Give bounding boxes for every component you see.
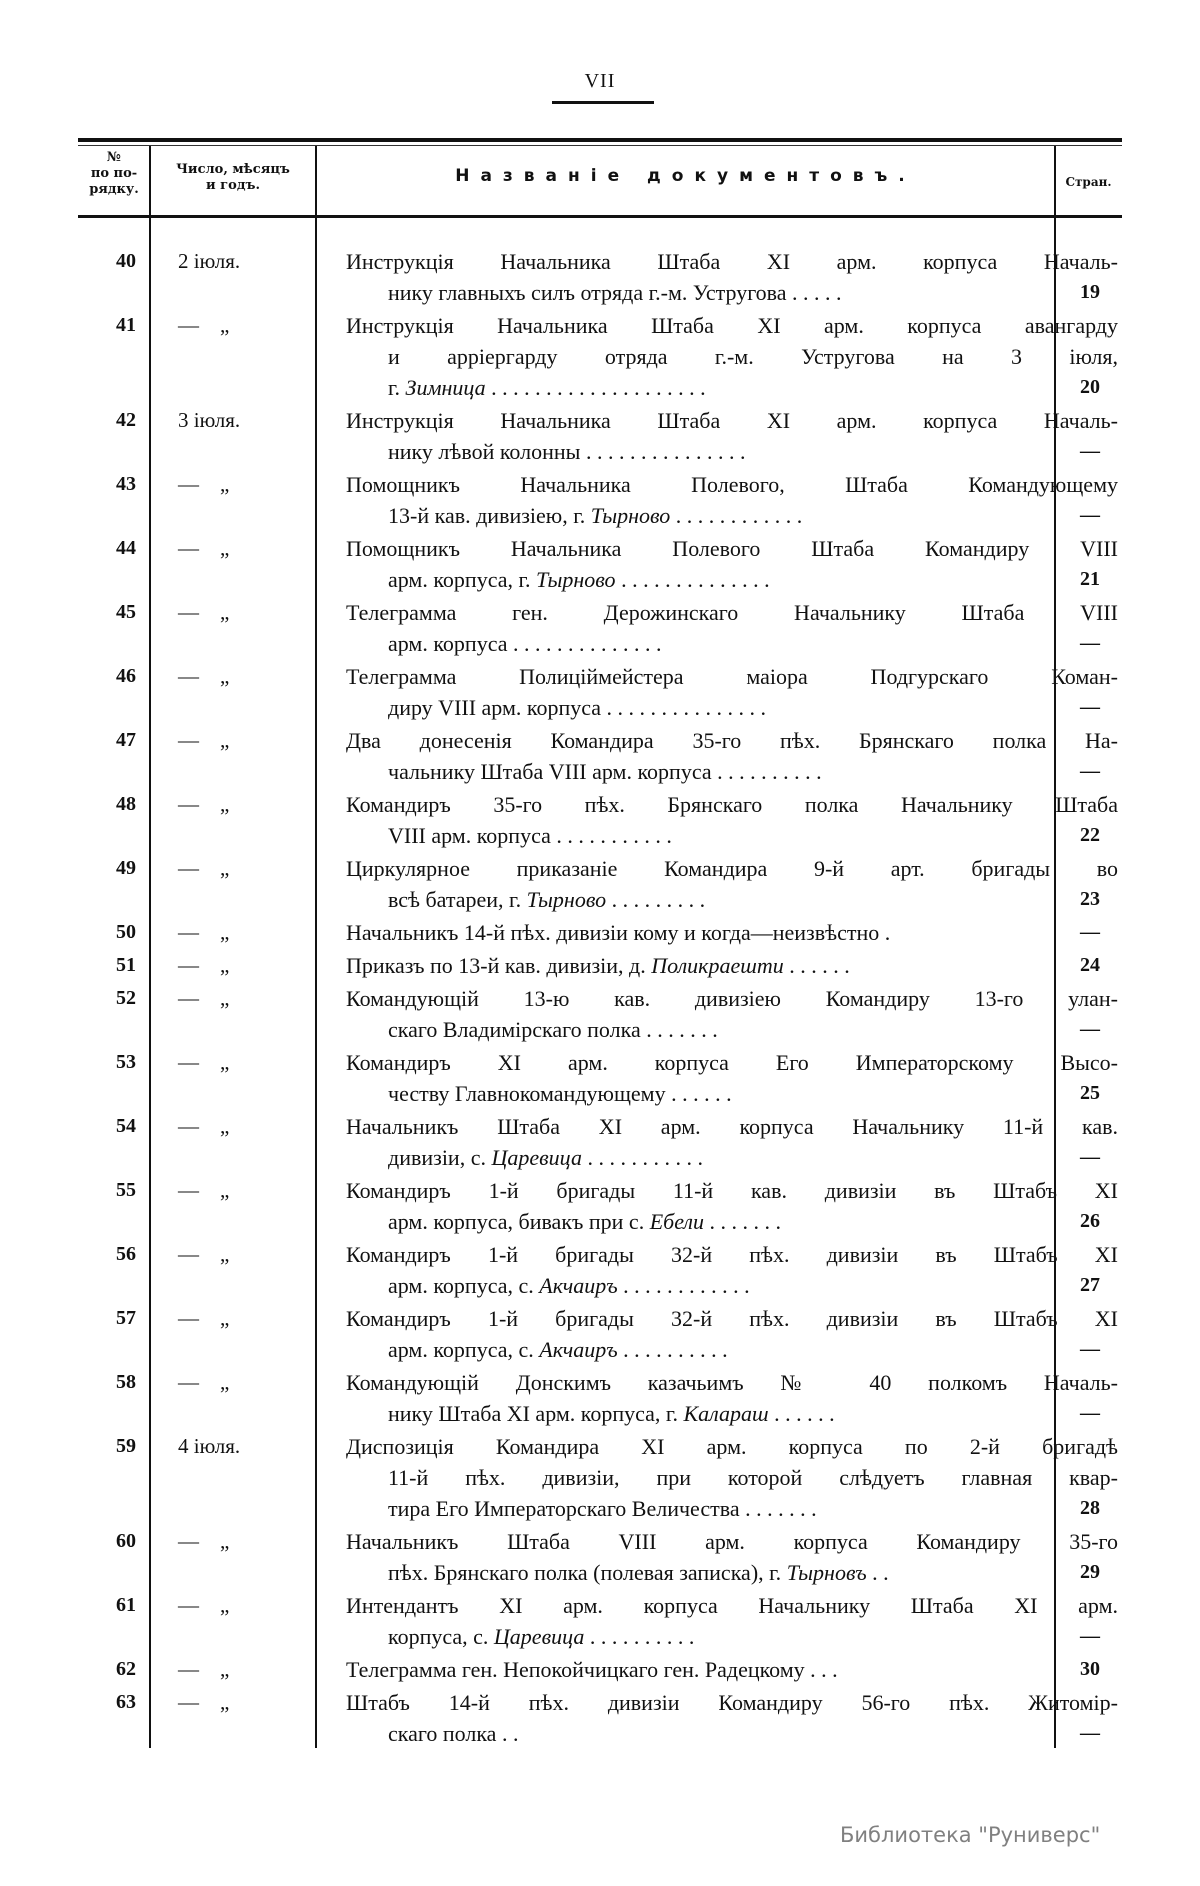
table-top-rule bbox=[78, 138, 1122, 142]
table-row bbox=[78, 983, 1122, 1045]
title-text: Телеграмма ген. Дерожинскаго Начальнику Штаба VIII bbox=[346, 600, 1118, 625]
row-document-title bbox=[346, 1590, 1118, 1652]
title-line bbox=[346, 1367, 1118, 1398]
row-number: 60 bbox=[116, 1530, 136, 1552]
table-row bbox=[78, 310, 1122, 403]
title-line bbox=[346, 1621, 1118, 1652]
title-text: Командующій Донскимъ казачьимъ № 40 полкомъ Началь- bbox=[346, 1370, 1118, 1395]
row-number: 45 bbox=[116, 601, 136, 623]
leader-dots: . . . . . . . . . . . . bbox=[617, 1273, 750, 1298]
row-date: — „ bbox=[178, 792, 230, 816]
title-line bbox=[346, 1014, 1118, 1045]
row-document-title bbox=[346, 1239, 1118, 1301]
title-line bbox=[346, 789, 1118, 820]
title-text: Телеграмма ген. Непокойчицкаго ген. Радецкому . . . bbox=[346, 1657, 838, 1682]
row-number: 52 bbox=[116, 987, 136, 1009]
table-row bbox=[78, 789, 1122, 851]
title-line bbox=[346, 661, 1118, 692]
title-line bbox=[346, 341, 1118, 372]
row-page: 30 bbox=[1080, 1658, 1100, 1680]
row-document-title bbox=[346, 725, 1118, 787]
row-page: — bbox=[1080, 760, 1100, 782]
table-row bbox=[78, 1687, 1122, 1749]
row-number: 41 bbox=[116, 314, 136, 336]
table-row bbox=[78, 1367, 1122, 1429]
row-number: 51 bbox=[116, 954, 136, 976]
place-name: Царевица bbox=[493, 1624, 585, 1649]
title-line bbox=[346, 1526, 1118, 1557]
place-name: Калараш bbox=[683, 1401, 769, 1426]
row-document-title bbox=[346, 246, 1118, 308]
row-page: — bbox=[1080, 632, 1100, 654]
header-title: Названіе документовъ. bbox=[455, 166, 916, 186]
title-text: Командиръ 1-й бригады 32-й пѣх. дивизіи въ Штабъ XI bbox=[346, 1306, 1118, 1331]
place-name: Акчаиръ bbox=[539, 1337, 618, 1362]
row-page: 26 bbox=[1080, 1210, 1100, 1232]
title-line bbox=[346, 405, 1118, 436]
header-no-line: по по- bbox=[90, 166, 138, 181]
watermark: Библиотека "Руниверс" bbox=[840, 1823, 1101, 1847]
header-page: Стран. bbox=[1065, 175, 1112, 189]
title-line bbox=[346, 725, 1118, 756]
row-date: 3 іюля. bbox=[178, 408, 241, 432]
row-number: 43 bbox=[116, 473, 136, 495]
title-text: арм. корпуса . . . . . . . . . . . . . . bbox=[388, 631, 662, 656]
page-number-rule bbox=[552, 101, 654, 104]
table-row bbox=[78, 405, 1122, 467]
title-text: арм. корпуса, г. bbox=[388, 567, 537, 592]
row-page: — bbox=[1080, 1338, 1100, 1360]
title-text: VIII арм. корпуса . . . . . . . . . . . bbox=[388, 823, 672, 848]
row-date: — „ bbox=[178, 1242, 230, 1266]
row-page: 23 bbox=[1080, 888, 1100, 910]
leader-dots: . . . . . . . . . . . bbox=[581, 1145, 703, 1170]
title-line bbox=[346, 1175, 1118, 1206]
row-date: — „ bbox=[178, 536, 230, 560]
title-text: Командиръ 35-го пѣх. Брянскаго полка Начальнику Штаба bbox=[346, 792, 1118, 817]
row-date: — „ bbox=[178, 1690, 230, 1714]
title-line bbox=[346, 1111, 1118, 1142]
row-date: — „ bbox=[178, 920, 230, 944]
row-page: 29 bbox=[1080, 1561, 1100, 1583]
header-no-line: № bbox=[106, 150, 122, 165]
row-document-title bbox=[346, 405, 1118, 467]
row-document-title bbox=[346, 469, 1118, 531]
row-date: — „ bbox=[178, 1370, 230, 1394]
title-line bbox=[346, 310, 1118, 341]
row-document-title bbox=[346, 1047, 1118, 1109]
leader-dots: . . . . . . . . . bbox=[606, 887, 706, 912]
leader-dots: . . . . . . bbox=[783, 953, 850, 978]
title-line bbox=[346, 917, 1118, 948]
header-date-line: и годъ. bbox=[206, 178, 260, 193]
table-row bbox=[78, 1047, 1122, 1109]
title-text: 13-й кав. дивизіею, г. bbox=[388, 503, 591, 528]
table-row bbox=[78, 950, 1122, 981]
title-text: всѣ батареи, г. bbox=[388, 887, 527, 912]
title-line bbox=[346, 628, 1118, 659]
row-page: 28 bbox=[1080, 1497, 1100, 1519]
table-row bbox=[78, 1239, 1122, 1301]
title-line bbox=[346, 1718, 1118, 1749]
title-line bbox=[346, 1398, 1118, 1429]
title-line bbox=[346, 436, 1118, 467]
title-text: Начальникъ Штаба VIII арм. корпуса Командиру 35-го bbox=[346, 1529, 1118, 1554]
title-line bbox=[346, 1431, 1118, 1462]
table-row bbox=[78, 469, 1122, 531]
title-line bbox=[346, 1557, 1118, 1588]
row-page: — bbox=[1080, 440, 1100, 462]
title-text: скаго Владимірскаго полка . . . . . . . bbox=[388, 1017, 718, 1042]
title-line bbox=[346, 1270, 1118, 1301]
row-page: 22 bbox=[1080, 824, 1100, 846]
title-line bbox=[346, 1687, 1118, 1718]
row-number: 50 bbox=[116, 921, 136, 943]
row-page: — bbox=[1080, 504, 1100, 526]
row-document-title bbox=[346, 853, 1118, 915]
place-name: Тырново bbox=[536, 567, 616, 592]
title-text: г. bbox=[388, 375, 406, 400]
title-text: Штабъ 14-й пѣх. дивизіи Командиру 56-го пѣх. Житомір- bbox=[346, 1690, 1118, 1715]
row-date: 2 іюля. bbox=[178, 249, 241, 273]
row-date: — „ bbox=[178, 664, 230, 688]
title-text: корпуса, с. bbox=[388, 1624, 494, 1649]
table-row bbox=[78, 1590, 1122, 1652]
title-text: Приказъ по 13-й кав. дивизіи, д. bbox=[346, 953, 652, 978]
row-number: 44 bbox=[116, 537, 136, 559]
row-document-title bbox=[346, 950, 1118, 981]
row-date: — „ bbox=[178, 1306, 230, 1330]
row-document-title bbox=[346, 1526, 1118, 1588]
place-name: Акчаиръ bbox=[539, 1273, 618, 1298]
title-line bbox=[346, 950, 1118, 981]
title-text: Командующій 13-ю кав. дивизіею Командиру 13-го улан- bbox=[346, 986, 1118, 1011]
title-text: чальнику Штаба VIII арм. корпуса . . . . . . . . . . bbox=[388, 759, 822, 784]
row-date: 4 іюля. bbox=[178, 1434, 241, 1458]
table-row bbox=[78, 853, 1122, 915]
title-line bbox=[346, 1047, 1118, 1078]
row-page: 27 bbox=[1080, 1274, 1100, 1296]
title-text: Телеграмма Полиціймейстера маіора Подгурскаго Коман- bbox=[346, 664, 1118, 689]
page-number: VII bbox=[584, 70, 616, 92]
title-text: арм. корпуса, бивакъ при с. bbox=[388, 1209, 650, 1234]
row-number: 53 bbox=[116, 1051, 136, 1073]
leader-dots: . . bbox=[866, 1560, 889, 1585]
row-date: — „ bbox=[178, 1657, 230, 1681]
header-date-line: Число, мѣсяцъ bbox=[176, 162, 290, 177]
row-number: 40 bbox=[116, 250, 136, 272]
title-line bbox=[346, 884, 1118, 915]
title-text: нику главныхъ силъ отряда г.-м. Устругова . . . . . bbox=[388, 280, 842, 305]
title-line bbox=[346, 820, 1118, 851]
row-number: 58 bbox=[116, 1371, 136, 1393]
row-number: 62 bbox=[116, 1658, 136, 1680]
title-line bbox=[346, 1590, 1118, 1621]
title-text: Циркулярное приказаніе Командира 9-й арт. бригады во bbox=[346, 856, 1118, 881]
title-line bbox=[346, 372, 1118, 403]
table-row bbox=[78, 1654, 1122, 1685]
row-number: 49 bbox=[116, 857, 136, 879]
title-text: Два донесенія Командира 35-го пѣх. Брянскаго полка На- bbox=[346, 728, 1118, 753]
header-no bbox=[78, 150, 150, 198]
title-line bbox=[346, 533, 1118, 564]
row-document-title bbox=[346, 661, 1118, 723]
leader-dots: . . . . . . . . . . bbox=[584, 1624, 695, 1649]
title-text: Интендантъ XI арм. корпуса Начальнику Штаба XI арм. bbox=[346, 1593, 1118, 1618]
title-text: Помощникъ Начальника Полевого Штаба Командиру VIII bbox=[346, 536, 1118, 561]
title-text: и арріергарду отряда г.-м. Устругова на 3 іюля, bbox=[388, 344, 1118, 369]
row-document-title bbox=[346, 597, 1118, 659]
title-text: Инструкція Начальника Штаба XI арм. корпуса авангарду bbox=[346, 313, 1118, 338]
table-row bbox=[78, 1303, 1122, 1365]
row-date: — „ bbox=[178, 1178, 230, 1202]
row-document-title bbox=[346, 1175, 1118, 1237]
header-no-line: рядку. bbox=[89, 182, 139, 197]
header-date bbox=[150, 162, 316, 194]
title-line bbox=[346, 597, 1118, 628]
row-date: — „ bbox=[178, 313, 230, 337]
row-document-title bbox=[346, 1431, 1118, 1524]
title-text: нику лѣвой колонны . . . . . . . . . . . . . . . bbox=[388, 439, 746, 464]
title-line bbox=[346, 1462, 1118, 1493]
title-line bbox=[346, 692, 1118, 723]
table-header-rule bbox=[78, 215, 1122, 218]
title-text: арм. корпуса, с. bbox=[388, 1337, 540, 1362]
title-text: нику Штаба XI арм. корпуса, г. bbox=[388, 1401, 684, 1426]
place-name: Тырново bbox=[590, 503, 671, 528]
leader-dots: . . . . . . . . . . . . . . bbox=[615, 567, 770, 592]
row-date: — „ bbox=[178, 986, 230, 1010]
title-line bbox=[346, 277, 1118, 308]
title-line bbox=[346, 1334, 1118, 1365]
row-document-title bbox=[346, 789, 1118, 851]
title-text: скаго полка . . bbox=[388, 1721, 519, 1746]
row-date: — „ bbox=[178, 472, 230, 496]
row-number: 47 bbox=[116, 729, 136, 751]
title-line bbox=[346, 756, 1118, 787]
leader-dots: . . . . . . . . . . bbox=[617, 1337, 728, 1362]
title-text: честву Главнокомандующему . . . . . . bbox=[388, 1081, 732, 1106]
title-text: Командиръ 1-й бригады 32-й пѣх. дивизіи въ Штабъ XI bbox=[346, 1242, 1118, 1267]
title-line bbox=[346, 983, 1118, 1014]
row-document-title bbox=[346, 917, 1118, 948]
table-row bbox=[78, 1431, 1122, 1524]
row-number: 54 bbox=[116, 1115, 136, 1137]
row-number: 56 bbox=[116, 1243, 136, 1265]
table-row bbox=[78, 725, 1122, 787]
title-line bbox=[346, 564, 1118, 595]
row-document-title bbox=[346, 1367, 1118, 1429]
row-page: — bbox=[1080, 1722, 1100, 1744]
table-row bbox=[78, 917, 1122, 948]
row-document-title bbox=[346, 533, 1118, 595]
place-name: Зимница bbox=[405, 375, 486, 400]
row-number: 42 bbox=[116, 409, 136, 431]
row-number: 46 bbox=[116, 665, 136, 687]
row-number: 59 bbox=[116, 1435, 136, 1457]
row-document-title bbox=[346, 1654, 1118, 1685]
row-page: — bbox=[1080, 921, 1100, 943]
row-document-title bbox=[346, 310, 1118, 403]
place-name: Царевица bbox=[491, 1145, 582, 1170]
title-line bbox=[346, 1654, 1118, 1685]
row-page: 19 bbox=[1080, 281, 1100, 303]
place-name: Ебели bbox=[649, 1209, 705, 1234]
title-text: Помощникъ Начальника Полевого, Штаба Командующему bbox=[346, 472, 1118, 497]
leader-dots: . . . . . . bbox=[768, 1401, 835, 1426]
row-number: 55 bbox=[116, 1179, 136, 1201]
title-line bbox=[346, 469, 1118, 500]
table-row bbox=[78, 1111, 1122, 1173]
table-row bbox=[78, 246, 1122, 308]
title-text: Диспозиція Командира XI арм. корпуса по 2-й бригадѣ bbox=[346, 1434, 1118, 1459]
row-date: — „ bbox=[178, 1050, 230, 1074]
leader-dots: . . . . . . . bbox=[704, 1209, 782, 1234]
row-date: — „ bbox=[178, 1529, 230, 1553]
row-page: 25 bbox=[1080, 1082, 1100, 1104]
row-date: — „ bbox=[178, 600, 230, 624]
place-name: Тырновъ bbox=[786, 1560, 867, 1585]
title-line bbox=[346, 853, 1118, 884]
leader-dots: . . . . . . . . . . . . . . . . . . . . bbox=[485, 375, 706, 400]
title-line bbox=[346, 1303, 1118, 1334]
title-text: Командиръ 1-й бригады 11-й кав. дивизіи въ Штабъ XI bbox=[346, 1178, 1118, 1203]
title-text: Инструкція Начальника Штаба XI арм. корпуса Началь- bbox=[346, 408, 1118, 433]
title-text: тира Его Императорскаго Величества . . . . . . . bbox=[388, 1496, 817, 1521]
row-number: 63 bbox=[116, 1691, 136, 1713]
row-date: — „ bbox=[178, 1593, 230, 1617]
title-text: дивизіи, с. bbox=[388, 1145, 492, 1170]
row-number: 61 bbox=[116, 1594, 136, 1616]
title-text: Командиръ XI арм. корпуса Его Императорскому Высо- bbox=[346, 1050, 1118, 1075]
title-text: диру VIII арм. корпуса . . . . . . . . . . . . . . . bbox=[388, 695, 767, 720]
row-number: 57 bbox=[116, 1307, 136, 1329]
row-document-title bbox=[346, 983, 1118, 1045]
row-date: — „ bbox=[178, 1114, 230, 1138]
row-page: — bbox=[1080, 1625, 1100, 1647]
row-date: — „ bbox=[178, 953, 230, 977]
row-page: — bbox=[1080, 1146, 1100, 1168]
row-page: — bbox=[1080, 696, 1100, 718]
row-page: — bbox=[1080, 1018, 1100, 1040]
title-line bbox=[346, 1493, 1118, 1524]
title-text: Инструкція Начальника Штаба XI арм. корпуса Началь- bbox=[346, 249, 1118, 274]
title-line bbox=[346, 246, 1118, 277]
place-name: Тырново bbox=[526, 887, 607, 912]
title-line bbox=[346, 1078, 1118, 1109]
table-row bbox=[78, 661, 1122, 723]
title-text: пѣх. Брянскаго полка (полевая записка), г. bbox=[388, 1560, 787, 1585]
title-text: арм. корпуса, с. bbox=[388, 1273, 540, 1298]
table-top-rule-thin bbox=[78, 145, 1122, 146]
row-document-title bbox=[346, 1687, 1118, 1749]
row-document-title bbox=[346, 1303, 1118, 1365]
title-text: Начальникъ Штаба XI арм. корпуса Начальнику 11-й кав. bbox=[346, 1114, 1118, 1139]
row-date: — „ bbox=[178, 728, 230, 752]
table-row bbox=[78, 533, 1122, 595]
title-line bbox=[346, 1206, 1118, 1237]
title-text: Начальникъ 14-й пѣх. дивизіи кому и когда—неизвѣстно . bbox=[346, 920, 891, 945]
title-line bbox=[346, 1239, 1118, 1270]
row-page: 24 bbox=[1080, 954, 1100, 976]
title-text: 11-й пѣх. дивизіи, при которой слѣдуетъ главная квар- bbox=[388, 1465, 1118, 1490]
table-row bbox=[78, 1175, 1122, 1237]
row-date: — „ bbox=[178, 856, 230, 880]
row-number: 48 bbox=[116, 793, 136, 815]
leader-dots: . . . . . . . . . . . . bbox=[670, 503, 803, 528]
row-page: — bbox=[1080, 1402, 1100, 1424]
title-line bbox=[346, 500, 1118, 531]
row-document-title bbox=[346, 1111, 1118, 1173]
row-page: 21 bbox=[1080, 568, 1100, 590]
table-row bbox=[78, 1526, 1122, 1588]
table-row bbox=[78, 597, 1122, 659]
place-name: Поликраешти bbox=[651, 953, 784, 978]
title-line bbox=[346, 1142, 1118, 1173]
row-page: 20 bbox=[1080, 376, 1100, 398]
